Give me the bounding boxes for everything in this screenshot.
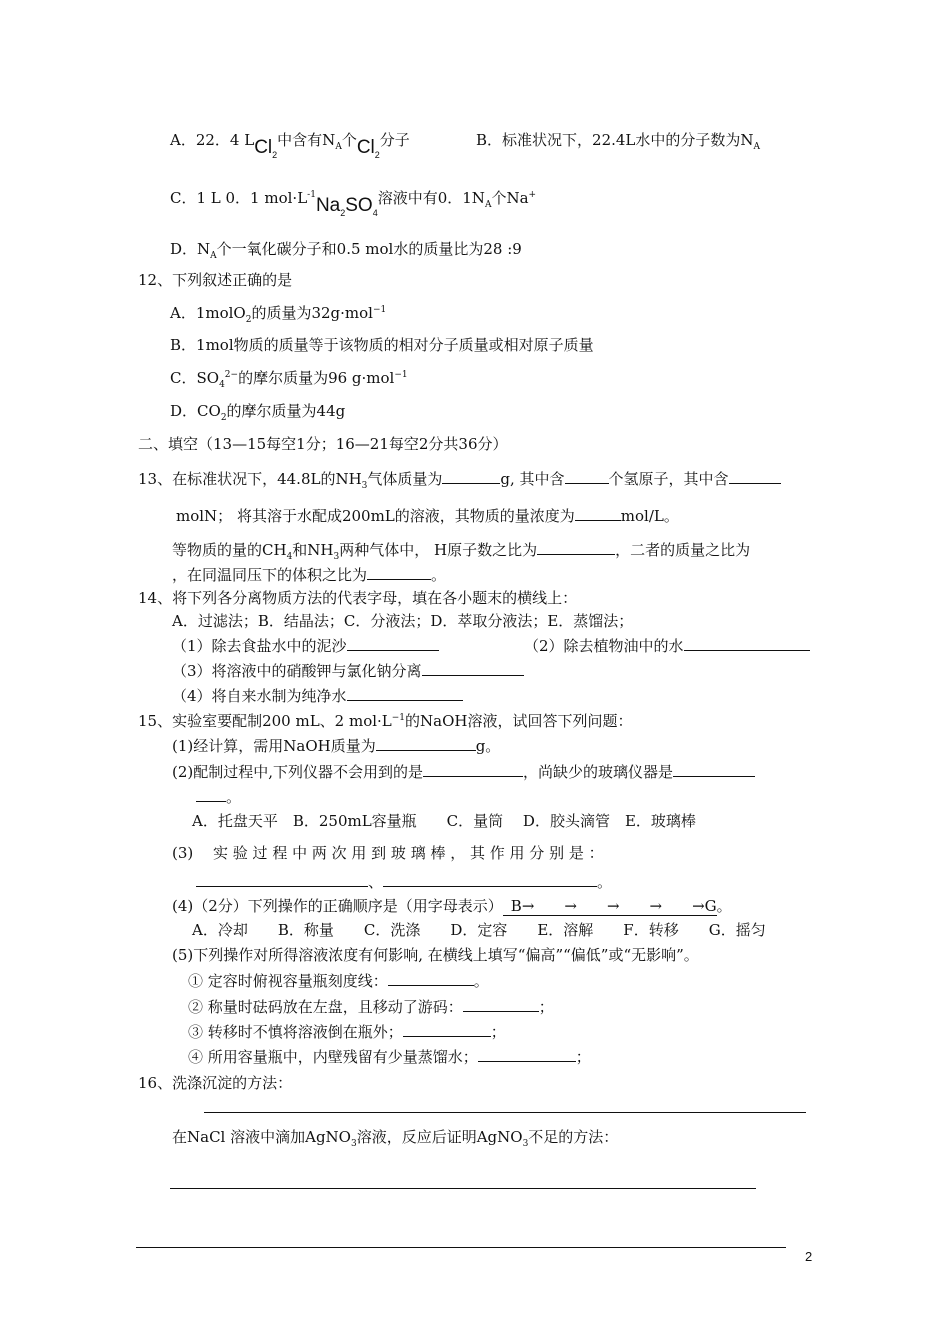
q15-part-2: (2)配制过程中,下列仪器不会用到的是 ，尚缺少的玻璃仪器是	[172, 762, 755, 782]
answer-blank[interactable]	[684, 636, 810, 651]
q14-item-3: （3）将溶液中的硝酸钾与氯化钠分离	[172, 661, 524, 681]
q16-question-2: 在NaCl 溶液中滴加AgNO$_3$溶液，反应后证明AgNO$_3$不足的方法：	[172, 1128, 619, 1149]
q15-part-2-cont: 。	[196, 787, 241, 807]
answer-blank[interactable]	[442, 469, 500, 484]
q13-line2: molN； 将其溶于水配成200mL的溶液，其物质的量浓度为 mol/L。	[176, 507, 679, 525]
q13-line4: ，在同温同压下的体积之比为 。	[172, 566, 447, 584]
q14-options: A．过滤法；B．结晶法；C．分液法；D．萃取分液法；E．蒸馏法；	[172, 612, 634, 630]
q13-line3: 等物质的量的$CH_4$和$NH_3$两种气体中， H原子数之比为 ，二者的质量之比为	[172, 541, 751, 562]
answer-blank[interactable]	[383, 872, 597, 887]
answer-blank[interactable]	[575, 506, 621, 521]
answer-blank[interactable]	[463, 997, 539, 1012]
q14-item-1: （1）除去食盐水中的泥沙	[172, 636, 439, 656]
q15-stem: 15、实验室要配制200 mL、2 $mol\cdot L^{-1}$的NaOH溶液，试回答下列问题：	[138, 712, 633, 730]
answer-blank[interactable]	[565, 469, 609, 484]
answer-blank[interactable]	[478, 1047, 576, 1062]
q14-item-4: （4）将自来水制为纯净水	[172, 686, 463, 706]
q15-part-2-options: A．托盘天平 B．250mL容量瓶 C．量筒 D．胶头滴管 E．玻璃棒	[192, 812, 696, 830]
q11-option-c: C．1 L 0．1 $mol\cdot L^{-1}Na_2SO_4$溶液中有0．$1N_A$个Na+	[170, 189, 537, 218]
order-sequence[interactable]: B→ → → → →G	[503, 897, 717, 916]
answer-blank[interactable]	[388, 971, 474, 986]
answer-blank[interactable]	[403, 1022, 491, 1037]
answer-blank[interactable]	[347, 686, 463, 701]
q15-part-1: (1)经计算，需用NaOH质量为 g。	[172, 737, 501, 755]
answer-blank[interactable]	[367, 565, 431, 580]
answer-line[interactable]	[170, 1188, 756, 1189]
q15-part-3: (3) 实 验 过 程 中 两 次 用 到 玻 璃 棒 ， 其 作 用 分 别 是 ：	[172, 844, 604, 862]
q11-option-a: A．22．4 LCl$_2$中含有$N_A$个$Cl_2$分子	[170, 131, 410, 160]
q12-option-a: A．1molO$_2$的质量为32g·mol$^{-1}$	[170, 304, 387, 325]
q15-part-4: (4)（2分）下列操作的正确顺序是（用字母表示） B→ → → → →G。	[172, 897, 732, 915]
section-heading: 二、填空（13—15每空1分；16—21每空2分共36分）	[138, 435, 508, 453]
answer-blank[interactable]	[196, 872, 368, 887]
q12-option-d: D．$CO_2$的摩尔质量为44g	[170, 402, 346, 423]
q13-line1: 13、在标准状况下，44.8L的$NH_3$气体质量为 g, 其中含 个氢原子，其中含	[138, 469, 781, 489]
answer-blank[interactable]	[673, 762, 755, 777]
q12-option-c: C．$SO_4^{2-}$的摩尔质量为96 g·mol$^{-1}$	[170, 369, 408, 390]
q14-stem: 14、将下列各分离物质方法的代表字母，填在各小题末的横线上：	[138, 589, 578, 607]
q11-option-b: B．标准状况下，22.4L水中的分子数为$N_A$	[476, 131, 761, 152]
q15-part-5-4: ④ 所用容量瓶中，内壁残留有少量蒸馏水； ；	[188, 1048, 591, 1066]
answer-blank[interactable]	[729, 469, 781, 484]
q15-part-5-1: ① 定容时俯视容量瓶刻度线： 。	[188, 972, 489, 990]
page-number: 2	[805, 1249, 813, 1264]
q15-part-4-options: A．冷却 B．称量 C．洗涤 D．定容 E．溶解 F．转移 G．摇匀	[192, 921, 766, 939]
answer-blank[interactable]	[537, 540, 615, 555]
answer-blank[interactable]	[347, 636, 439, 651]
q15-part-5: (5)下列操作对所得溶液浓度有何影响, 在横线上填写“偏高”“偏低”或“无影响”。	[172, 946, 699, 964]
q14-item-2: （2）除去植物油中的水	[524, 636, 810, 656]
answer-blank[interactable]	[196, 787, 226, 802]
answer-blank[interactable]	[423, 762, 523, 777]
q15-part-5-3: ③ 转移时不慎将溶液倒在瓶外； ；	[188, 1023, 506, 1041]
footer-rule	[136, 1247, 786, 1248]
q15-part-5-2: ② 称量时砝码放在左盘，且移动了游码： ；	[188, 998, 554, 1016]
answer-blank[interactable]	[422, 661, 524, 676]
q11-option-d: D．$N_A$个一氧化碳分子和0.5 mol水的质量比为28 :9	[170, 240, 522, 261]
answer-blank[interactable]	[376, 736, 476, 751]
q12-stem: 12、下列叙述正确的是	[138, 271, 293, 289]
answer-line[interactable]	[204, 1112, 806, 1113]
q12-option-b: B．1mol物质的质量等于该物质的相对分子质量或相对原子质量	[170, 336, 594, 354]
q15-part-3-blanks: 、 。	[196, 872, 612, 892]
q16-stem: 16、洗涤沉淀的方法：	[138, 1074, 293, 1092]
